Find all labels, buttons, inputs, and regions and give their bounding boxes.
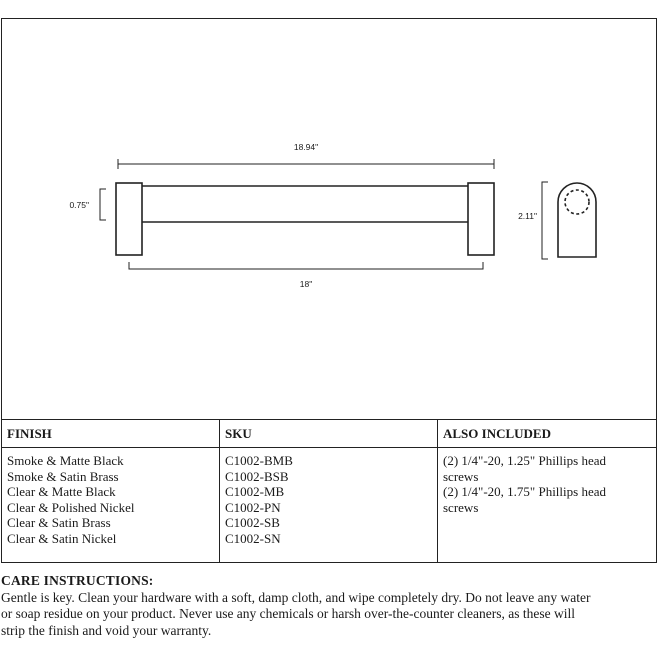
center-to-center-label: 18" bbox=[299, 279, 313, 289]
care-text-line: Gentle is key. Clean your hardware with a soft, damp cloth, and wipe completely dry. Do not leave any water bbox=[1, 589, 591, 605]
finish-item: Smoke & Satin Brass bbox=[7, 468, 119, 484]
included-item: (2) 1/4"-20, 1.75" Phillips head bbox=[443, 484, 606, 500]
sku-item: C1002-SN bbox=[225, 530, 281, 546]
spec-table-header bbox=[2, 420, 657, 448]
sku-header: SKU bbox=[220, 420, 438, 448]
sku-item: C1002-SB bbox=[225, 515, 280, 531]
finish-item: Clear & Satin Brass bbox=[7, 515, 111, 531]
included-header: ALSO INCLUDED bbox=[438, 420, 657, 448]
included-item: (2) 1/4"-20, 1.25" Phillips head bbox=[443, 453, 606, 468]
handle-side-profile bbox=[558, 183, 596, 257]
overall-length-label: 18.94" bbox=[293, 142, 319, 152]
post-width-dimension bbox=[100, 189, 106, 220]
sku-list bbox=[220, 448, 438, 564]
finish-item: Clear & Polished Nickel bbox=[7, 499, 135, 515]
overall-length-dimension bbox=[118, 159, 494, 169]
care-text-line: strip the finish and void your warranty. bbox=[1, 622, 212, 638]
finish-header: FINISH bbox=[2, 420, 220, 448]
sku-item: C1002-BSB bbox=[225, 468, 289, 484]
finish-item: Smoke & Matte Black bbox=[7, 453, 124, 468]
handle-front-view bbox=[116, 183, 494, 255]
care-instructions bbox=[1, 573, 657, 639]
care-text-line: or soap residue on your product. Never use any chemicals or harsh over-the-counter cleaners, as these will bbox=[1, 606, 576, 621]
finish-item: Clear & Matte Black bbox=[7, 484, 116, 500]
included-item: screws bbox=[443, 499, 479, 515]
included-item: screws bbox=[443, 468, 479, 484]
technical-drawing bbox=[2, 19, 656, 419]
spec-table-row bbox=[2, 448, 657, 564]
post-width-label: 0.75" bbox=[69, 200, 89, 210]
sku-item: C1002-MB bbox=[225, 484, 285, 500]
sku-item: C1002-BMB bbox=[225, 453, 293, 468]
included-list bbox=[438, 448, 657, 564]
finish-list bbox=[2, 448, 220, 564]
projection-dimension bbox=[542, 182, 548, 259]
finish-item: Clear & Satin Nickel bbox=[7, 530, 117, 546]
projection-label: 2.11" bbox=[518, 211, 537, 221]
sku-item: C1002-PN bbox=[225, 499, 281, 515]
center-to-center-dimension bbox=[129, 262, 483, 269]
care-title: CARE INSTRUCTIONS: bbox=[1, 573, 154, 588]
spec-table bbox=[1, 419, 657, 563]
